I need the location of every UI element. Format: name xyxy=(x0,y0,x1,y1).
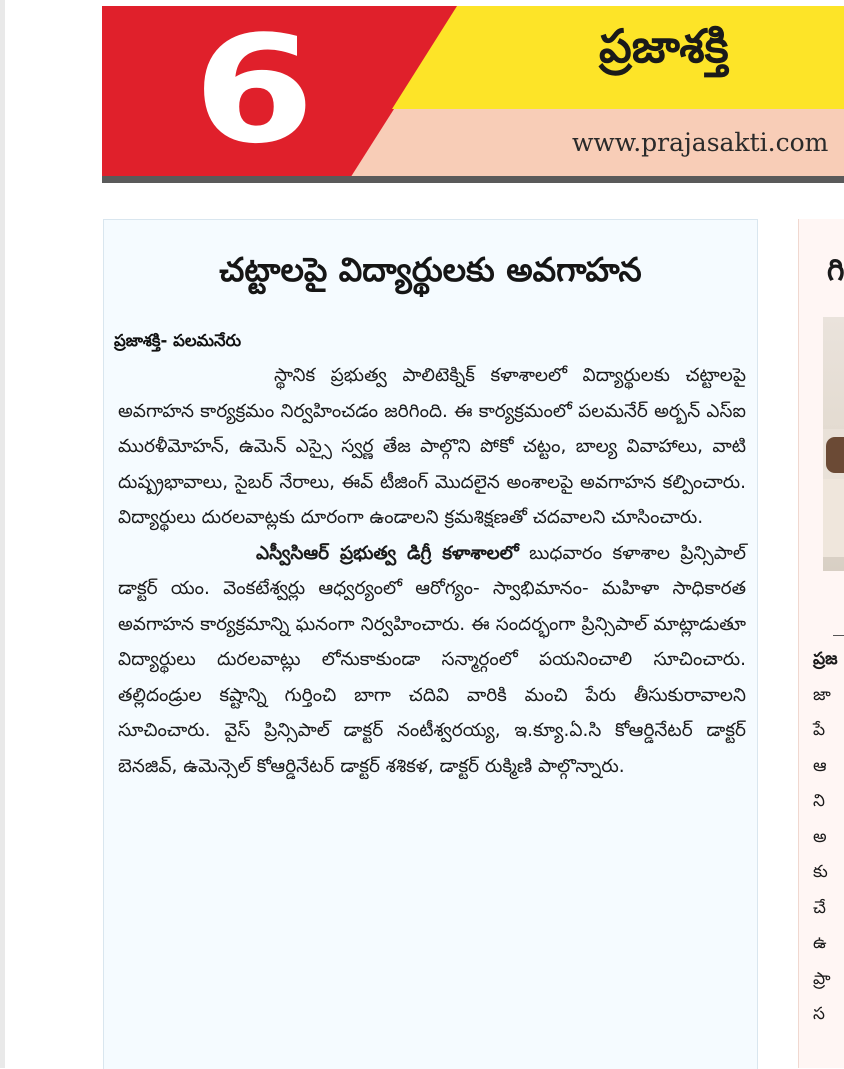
article-paragraph-2-lead: ఎస్వీసిఆర్ ప్రభుత్వ డిగ్రీ కళాశాలలో xyxy=(256,542,519,564)
adjacent-text-line: ప్రా xyxy=(813,968,831,989)
masthead-bottom-stripe xyxy=(102,176,844,183)
article-paragraph-2-text: బుధవారం కళాశాల ప్రిన్సిపాల్ డాక్టర్ యం. వెంకటేశ్వర్లు ఆధ్వర్యంలో ఆరోగ్యం- స్వాభిమానం- మహిళా సాధికారత అవగాహన కార్యక్రమాన్ని ఘనంగా నిర్వహించారు. ఈ సందర్భంగా ప్రిన్సిపాల్ మాట్లాడుతూ విద్యార్థులు దురలవాట్లు లోనుకాకుండా సన్మార్గంలో పయనించాలి సూచించారు. తల్లిదండ్రుల కష్టాన్ని గుర్తించి బాగా చదివి వారికి మంచి పేరు తీసుకురావాలని సూచించారు. వైస్ ప్రిన్సిపాల్ డాక్టర్ నంటీశ్వరయ్య, ఇ.క్యూ.ఏ.సి కోఆర్డినేటర్ డాక్టర్ బెనజివ్, ఉమెన్సెల్ కోఆర్డినేటర్ డాక్టర్ శశికళ, డాక్టర్ రుక్మిణి పాల్గొన్నారు. xyxy=(118,542,746,777)
adjacent-text-line: పే xyxy=(813,720,826,740)
adjacent-text-line: అ xyxy=(813,826,827,847)
newspaper-logo: ప్రజాశక్తి xyxy=(599,19,729,73)
page-masthead xyxy=(102,6,844,183)
adjacent-headline: గి xyxy=(827,253,844,288)
adjacent-article xyxy=(798,219,844,1068)
page-number: 6 xyxy=(193,6,315,176)
adjacent-text-line: స xyxy=(813,1004,825,1024)
newspaper-website: www.prajasakti.com xyxy=(572,128,829,157)
adjacent-divider xyxy=(833,635,844,636)
photo-person-head xyxy=(826,437,844,473)
article-headline: చట్టాలపై విద్యార్థులకు అవగాహన xyxy=(219,250,642,289)
adjacent-text-line: ఆ xyxy=(813,755,827,776)
adjacent-text-line: ఉ xyxy=(813,933,827,953)
adjacent-article-photo xyxy=(823,317,844,571)
adjacent-text-line: చే xyxy=(813,897,826,918)
article-dateline: ప్రజాశక్తి- పలమనేరు xyxy=(114,331,242,350)
adjacent-text-line: ని xyxy=(813,791,825,811)
news-article xyxy=(103,219,758,1069)
adjacent-article-text xyxy=(813,642,838,1033)
article-body xyxy=(118,358,746,784)
adjacent-text-line: కు xyxy=(813,862,828,882)
photo-person-shirt xyxy=(823,479,844,557)
article-paragraph-2 xyxy=(118,536,746,785)
adjacent-text-line: జా xyxy=(813,684,831,705)
page-left-margin xyxy=(0,0,5,1068)
article-paragraph-1: స్థానిక ప్రభుత్వ పాలిటెక్నిక్ కళాశాలలో విద్యార్థులకు చట్టాలపై అవగాహన కార్యక్రమం నిర్వహించడం జరిగింది. ఈ కార్యక్రమంలో పలమనేర్ అర్బన్ ఎస్ఐ మురళీమోహన్, ఉమెన్ ఎస్సై స్వర్ణ తేజ పాల్గొని పోకో చట్టం, బాల్య వివాహాలు, వాటి దుష్ప్రభావాలు, సైబర్ నేరాలు, ఈవ్ టీజింగ్ మొదలైన అంశాలపై అవగాహన కల్పించారు. విద్యార్థులు దురలవాట్లకు దూరంగా ఉండాలని క్రమశిక్షణతో చదవాలని చూసించారు. xyxy=(118,365,746,528)
adjacent-text-line: ప్రజ xyxy=(813,649,838,669)
